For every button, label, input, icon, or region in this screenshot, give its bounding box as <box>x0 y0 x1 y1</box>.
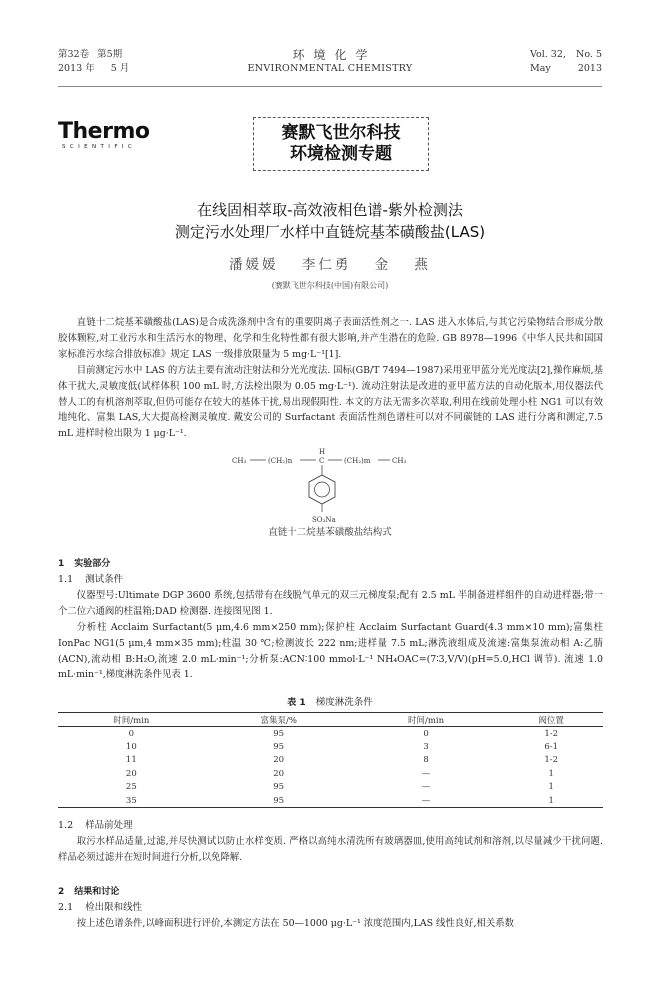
year-en-label: 2013 <box>577 63 602 74</box>
year-label: 2013 年 <box>58 63 95 74</box>
month-en-label: May <box>530 63 551 74</box>
table-cell: 20 <box>125 768 137 779</box>
las-structure-diagram <box>228 448 428 528</box>
benzene-aromatic-circle <box>315 482 330 497</box>
logo-wordmark: Thermo <box>58 119 150 144</box>
table-row <box>58 767 603 781</box>
article-title-line2: 测定污水处理厂水样中直链烷基苯磺酸盐(LAS) <box>174 223 486 241</box>
table-row <box>58 781 603 795</box>
table-cell: — <box>421 782 431 793</box>
table-cell: — <box>421 768 431 779</box>
special-topic-line2: 环境检测专题 <box>290 144 392 164</box>
section-1-2-heading <box>58 818 133 834</box>
article-title <box>0 199 660 243</box>
table-cell: 1 <box>548 795 554 806</box>
table-cell: — <box>421 795 431 806</box>
table-header-cell: 富集泵/% <box>260 715 297 726</box>
section-number: 2 <box>58 887 65 897</box>
struct-c: C <box>319 457 325 465</box>
columns-paragraph: 分析柱 Acclaim Surfactant(5 μm,4.6 mm×250 mm);保护柱 Acclaim Surfactant Guard(4.3 mm×10 mm);富集柱 IonPac NG1(5 μm,4 mm×35 mm);柱温 30 ℃;检测波长 222 nm;进样量 7.5 mL;淋洗液组成及流速:富集泵流动相 A:乙腈(ACN),流动相 B:H₂O,流速 2.0 mL·min⁻¹;分析泵:ACN∶100 mmol·L⁻¹ NH₄OAC=(7∶3,V/V)(pH=5.0,HCl 调节). 流速 1.0 mL·min⁻¹,梯度淋洗条件见表 1. <box>58 622 603 681</box>
logo-subtitle: SCIENTIFIC <box>62 144 137 150</box>
article-title-line1: 在线固相萃取-高效液相色谱-紫外检测法 <box>197 201 463 219</box>
table-row <box>58 794 603 808</box>
table-1-caption <box>0 694 660 708</box>
subsection-title: 样品前处理 <box>85 820 133 831</box>
section-2-1-heading <box>58 900 142 916</box>
table-cell: 11 <box>125 755 137 766</box>
volume-label: 第32卷 <box>58 49 90 60</box>
article-authors: 潘媛媛 李仁勇 金 燕 <box>229 257 431 273</box>
table-cell: 25 <box>125 782 137 793</box>
journal-title-cn: 环境化学 <box>292 48 377 62</box>
table-cell: 10 <box>125 741 137 752</box>
benzene-ring <box>309 475 335 504</box>
table-cell: 95 <box>273 782 285 793</box>
table-header-cell: 时间/min <box>407 715 445 726</box>
table-cell: 6-1 <box>544 741 559 752</box>
table-header-cell: 时间/min <box>113 715 150 726</box>
table-cell: 0 <box>128 728 135 739</box>
table-cell: 0 <box>423 728 429 739</box>
month-label: 5 月 <box>110 63 130 74</box>
table-label: 表 1 <box>287 698 306 708</box>
subsection-number: 2.1 <box>58 902 74 913</box>
header-right <box>530 48 602 76</box>
issue-label: 第5期 <box>97 49 123 60</box>
table-header-row <box>58 713 603 727</box>
subsection-title: 测试条件 <box>85 574 124 585</box>
subsection-number: 1.2 <box>58 820 74 831</box>
sample-prep-paragraph: 取污水样品适量,过滤,并尽快测试以防止水样变质. 严格以高纯水清洗所有玻璃器皿,使用高纯试剂和溶剂,以尽量减少干扰问题. 样品必须过滤并在短时间进行分析,以免降解. <box>58 836 603 863</box>
header-divider <box>58 86 602 87</box>
table-cell: 1 <box>548 768 554 779</box>
table-cell: 1-2 <box>544 728 559 739</box>
subsection-title: 检出限和线性 <box>85 902 143 913</box>
section-2-heading <box>58 884 119 900</box>
struct-left-ch3: CH₃ <box>232 457 247 465</box>
struct-h: H <box>319 448 326 456</box>
structure-caption: 直链十二烷基苯磺酸盐结构式 <box>268 527 392 538</box>
struct-right-chain: (CH₂)m <box>344 457 371 465</box>
table-title: 梯度淋洗条件 <box>315 697 373 708</box>
no-label: No. 5 <box>576 49 602 60</box>
table-cell: 95 <box>273 728 285 739</box>
table-cell: 95 <box>273 741 285 752</box>
table-row <box>58 740 603 754</box>
table-cell: 1 <box>548 782 554 793</box>
subsection-number: 1.1 <box>58 574 74 585</box>
journal-title-en: ENVIRONMENTAL CHEMISTRY <box>247 63 413 74</box>
struct-so3na: SO₃Na <box>312 516 336 524</box>
struct-right-ch3: CH₃ <box>392 457 407 465</box>
article-affiliation: (赛默飞世尔科技(中国)有限公司) <box>271 281 389 290</box>
section-title: 结果和讨论 <box>74 887 120 897</box>
table-cell: 20 <box>273 768 285 779</box>
vol-label: Vol. 32, <box>530 49 566 60</box>
journal-header <box>58 48 602 80</box>
table-row <box>58 754 603 768</box>
table-cell: 35 <box>125 795 137 806</box>
table-header-cell: 阀位置 <box>538 715 564 726</box>
thermo-scientific-logo <box>58 121 158 150</box>
section-1-1-heading <box>58 572 123 588</box>
intro-paragraph-1: 直链十二烷基苯磺酸盐(LAS)是合成洗涤剂中含有的重要阴离子表面活性剂之一. LAS 进入水体后,与其它污染物结合形成分散胶体颗粒,对工业污水和生活污水的物理、化学和生化特性都有很大影响,并产生潜在的危险. GB 8978—1996《中华人民共和国国家标准污水综合排放标准》规定 LAS 一级排放限量为 5 mg·L⁻¹[1]. <box>58 317 603 360</box>
detection-limit-paragraph: 按上述色谱条件,以峰面积进行评价,本测定方法在 50—1000 μg·L⁻¹ 浓度范围内,LAS 线性良好,相关系数 <box>76 918 514 929</box>
table-cell: 8 <box>423 755 429 766</box>
table-row <box>58 727 603 741</box>
table-cell: 20 <box>273 755 285 766</box>
intro-paragraph-2: 目前测定污水中 LAS 的方法主要有流动注射法和分光光度法. 国标(GB/T 7494—1987)采用亚甲蓝分光光度法[2],操作麻烦,基体干扰大,灵敏度低(试样体积 100 mL 时,方法检出限为 0.05 mg·L⁻¹). 流动注射法是改进的亚甲蓝方法的自动化版本,用仪器法代替人工的有机溶剂萃取,但仍可能存在较大的基体干扰,易出现假阳性. 本文的方法无需多次萃取,利用在线前处理小柱 NG1 可以有效地纯化、富集 LAS,大大提高检测灵敏度. 戴安公司的 Surfactant 表面活性剂色谱柱可以对不同碳链的 LAS 进行分离和测定,7.5 mL 进样时检出限为 1 μg·L⁻¹. <box>58 365 603 440</box>
instrument-paragraph: 仪器型号:Ultimate DGP 3600 系统,包括带有在线脱气单元的双三元梯度泵;配有 2.5 mL 半制备进样组件的自动进样器;带一个二位六通阀的柱温箱;DAD 检测器. 连接图见图 1. <box>58 590 603 617</box>
table-cell: 3 <box>423 741 429 752</box>
struct-left-chain: (CH₂)n <box>268 457 293 465</box>
section-1-heading <box>58 556 110 572</box>
section-number: 1 <box>58 559 65 569</box>
gradient-elution-table <box>58 712 603 808</box>
header-center <box>58 48 602 76</box>
table-cell: 95 <box>273 795 285 806</box>
table-cell: 1-2 <box>544 755 559 766</box>
special-topic-box <box>253 117 429 171</box>
section-title: 实验部分 <box>74 559 111 569</box>
special-topic-line1: 赛默飞世尔科技 <box>281 123 401 143</box>
